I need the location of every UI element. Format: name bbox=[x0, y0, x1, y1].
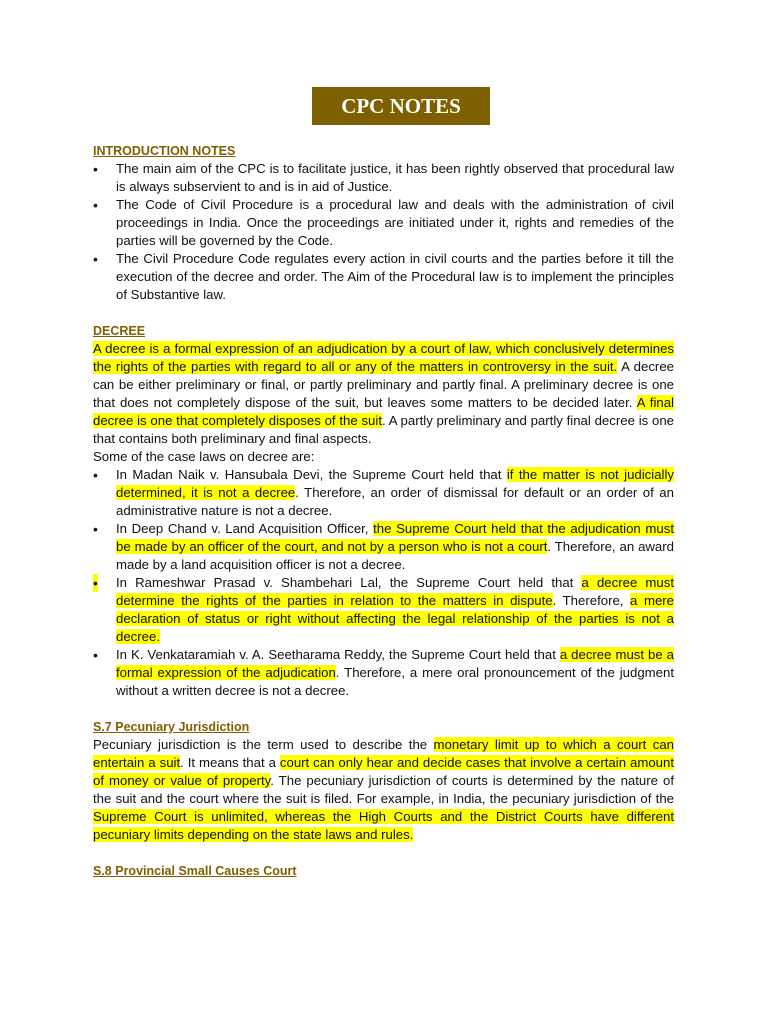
highlighted-text: the Supreme Court held that the adjudication must be made by an officer of the court, and not by a person who is not a court bbox=[116, 521, 674, 554]
list-item bbox=[93, 466, 674, 520]
paragraph-text: . It means that a bbox=[180, 755, 280, 770]
pecuniary-heading: S.7 Pecuniary Jurisdiction bbox=[93, 720, 250, 734]
paragraph-text: . The pecuniary jurisdiction of courts is determined by the nature of the suit and the court where the suit is filed. For example, in India, the pecuniary jurisdiction of the bbox=[93, 773, 674, 806]
highlighted-text: a mere declaration of status or right without affecting the legal relationship of the parties is not a decree. bbox=[116, 593, 674, 644]
highlighted-text: a decree must determine the rights of the parties in relation to the matters in dispute bbox=[116, 575, 675, 608]
small-causes-heading: S.8 Provincial Small Causes Court bbox=[93, 864, 297, 878]
case-text: . Therefore, an award made by a land acquisition officer is not a decree. bbox=[116, 539, 674, 572]
paragraph-text: A decree can be either preliminary or final, or partly preliminary and partly final. A preliminary decree is one that does not completely dispose of the suit, but leaves some matters to be decided later. bbox=[93, 359, 674, 410]
highlighted-text: A final decree is one that completely disposes of the suit bbox=[93, 395, 674, 428]
case-text: In Deep Chand v. Land Acquisition Officer, bbox=[116, 521, 374, 536]
list-item: • The Code of Civil Procedure is a procedural law and deals with the administration of civil proceedings in India. Once the proceedings are initiated under it, rights and remedies of the parties will be governed by the Code. bbox=[93, 196, 674, 250]
highlighted-text: A decree is a formal expression of an adjudication by a court of law, which conclusively determines the rights of the parties with regard to all or any of the matters in controversy in the suit. bbox=[93, 341, 674, 374]
list-item bbox=[93, 646, 674, 700]
list-item bbox=[93, 520, 674, 574]
case-text: . Therefore, a mere oral pronouncement of the judgment without a written decree is not a decree. bbox=[116, 665, 674, 698]
decree-heading: DECREE bbox=[93, 324, 146, 338]
case-text: In Madan Naik v. Hansubala Devi, the Supreme Court held that bbox=[116, 467, 507, 482]
paragraph-text: . A partly preliminary and partly final decree is one that contains both preliminary and final aspects. bbox=[93, 413, 674, 446]
highlighted-text: monetary limit up to which a court can entertain a suit bbox=[93, 737, 674, 770]
highlighted-text: Supreme Court is unlimited, whereas the High Courts and the District Courts have different pecuniary limits depending on the state laws and rules. bbox=[93, 809, 674, 842]
paragraph-text: Pecuniary jurisdiction is the term used to describe the bbox=[93, 737, 434, 752]
highlighted-text: if the matter is not judicially determined, it is not a decree bbox=[116, 467, 674, 500]
case-text: In K. Venkataramiah v. A. Seetharama Reddy, the Supreme Court held that bbox=[116, 647, 560, 662]
list-item: • The Civil Procedure Code regulates every action in civil courts and the parties before it till the execution of the decree and order. The Aim of the Procedural law is to implement the principles of Substantive law. bbox=[93, 250, 674, 304]
case-list bbox=[93, 466, 674, 700]
page-title: CPC NOTES bbox=[312, 87, 490, 125]
intro-list bbox=[93, 160, 674, 304]
document-body bbox=[93, 142, 674, 880]
list-item bbox=[93, 574, 674, 646]
case-intro: Some of the case laws on decree are: bbox=[93, 449, 315, 464]
intro-heading: INTRODUCTION NOTES bbox=[93, 144, 236, 158]
decree-paragraph bbox=[93, 340, 674, 448]
case-text: . Therefore, bbox=[552, 593, 631, 608]
pecuniary-paragraph bbox=[93, 736, 674, 844]
list-item: • The main aim of the CPC is to facilitate justice, it has been rightly observed that procedural law is always subservient to and is in aid of Justice. bbox=[93, 160, 674, 196]
highlighted-text: a decree must be a formal expression of the adjudication bbox=[116, 647, 674, 680]
highlighted-text: court can only hear and decide cases that involve a certain amount of money or value of property bbox=[93, 755, 674, 788]
case-text: In Rameshwar Prasad v. Shambehari Lal, the Supreme Court held that bbox=[116, 575, 582, 590]
case-text: . Therefore, an order of dismissal for default or an order of an administrative nature is not a decree. bbox=[116, 485, 674, 518]
